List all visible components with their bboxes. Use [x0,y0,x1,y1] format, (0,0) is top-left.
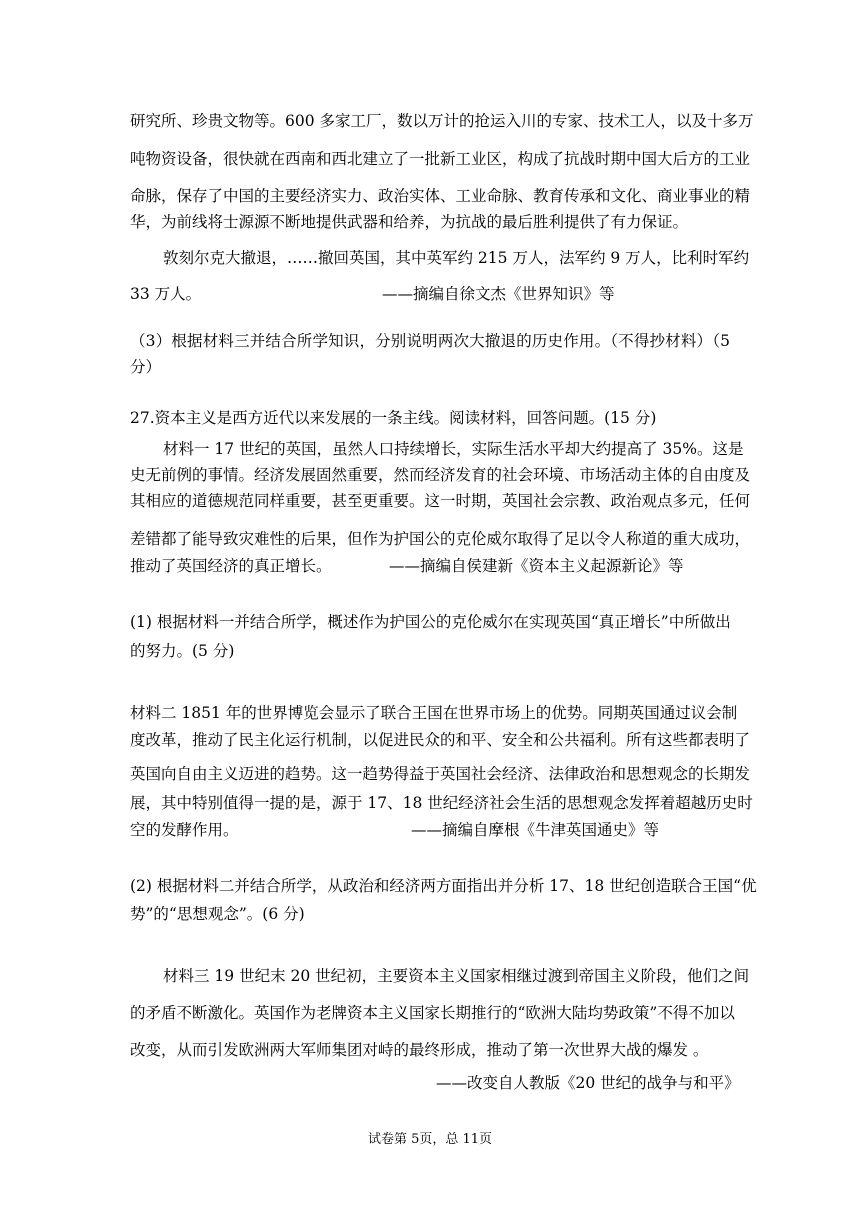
question-line: 势”的“思想观念”。(6 分) [130,905,305,923]
material-line: 材料一 17 世纪的英国，虽然人口持续增长，实际生活水平却大约提高了 35%。这是 [163,440,744,458]
question-line: (1) 根据材料一并结合所学，概述作为护国公的克伦威尔在实现英国“真正增长”中所做出 [130,613,731,631]
material-line: 推动了英国经济的真正增长。 [130,557,332,575]
passage-line: 命脉，保存了中国的主要经济实力、政治实体、工业命脉、教育传承和文化、商业事业的精 [130,187,751,205]
source-citation: ——改变自人教版《20 世纪的战争与和平》 [436,1074,740,1092]
material-line: 差错都了能导致灾难性的后果，但作为护国公的克伦威尔取得了足以令人称道的重大成功， [130,530,751,548]
dunkirk-line: 敦刻尔克大撤退，……撤回英国，其中英军约 215 万人，法军约 9 万人，比利时军约 [163,249,750,267]
dunkirk-line: 33 万人。 [130,285,202,303]
material-line: 材料二 1851 年的世界博览会显示了联合王国在世界市场上的优势。同期英国通过议会制 [130,704,738,722]
passage-line: 吨物资设备，很快就在西南和西北建立了一批新工业区，构成了抗战时期中国大后方的工业 [130,150,751,168]
passage-line: 华，为前线将士源源不断地提供武器和给养，为抗战的最后胜利提供了有力保证。 [130,213,689,231]
material-line: 史无前例的事情。经济发展固然重要，然而经济发育的社会环境、市场活动主体的自由度及 [130,466,751,484]
source-citation: ——摘编自摩根《牛津英国通史》等 [411,821,660,839]
material-line: 的矛盾不断激化。英国作为老牌资本主义国家长期推行的“欧洲大陆均势政策”不得不加以 [130,1004,735,1022]
passage-line: 研究所、珍贵文物等。600 多家工厂，数以万计的抢运入川的专家、技术工人，以及十多万 [130,112,754,130]
material-line: 材料三 19 世纪末 20 世纪初，主要资本主义国家相继过渡到帝国主义阶段，他们之间 [163,967,750,985]
material-line: 展，其中特别值得一提的是，源于 17、18 世纪经济社会生活的思想观念发挥着超越历史时 [130,794,753,812]
question-line: (2) 根据材料二并结合所学，从政治和经济两方面指出并分析 17、18 世纪创造联合王国“优 [130,877,757,895]
question-line: 的努力。(5 分) [130,642,235,660]
page-footer: 试卷第 5页，总 11页 [367,1132,493,1147]
material-line: 空的发酵作用。 [130,821,239,839]
material-line: 改变，从而引发欧洲两大军师集团对峙的最终形成，推动了第一次世界大战的爆发 。 [130,1041,709,1059]
source-citation: ——摘编自徐文杰《世界知识》等 [382,285,615,303]
material-line: 度改革，推动了民主化运行机制，以促进民众的和平、安全和公共福利。所有这些都表明了 [130,731,751,749]
material-line: 英国向自由主义迈进的趋势。这一趋势得益于英国社会经济、法律政治和思想观念的长期发 [130,765,751,783]
question-stem: 27.资本主义是西方近代以来发展的一条主线。阅读材料，回答问题。(15 分) [130,409,657,427]
question-line: 分） [130,358,162,376]
material-line: 其相应的道德规范同样重要，甚至更重要。这一时期，英国社会宗教、政治观点多元，任何 [130,492,751,510]
source-citation: ——摘编自侯建新《资本主义起源新论》等 [389,557,684,575]
question-line: （3）根据材料三并结合所学知识，分别说明两次大撤退的历史作用。（不得抄材料）（5 [130,332,730,350]
